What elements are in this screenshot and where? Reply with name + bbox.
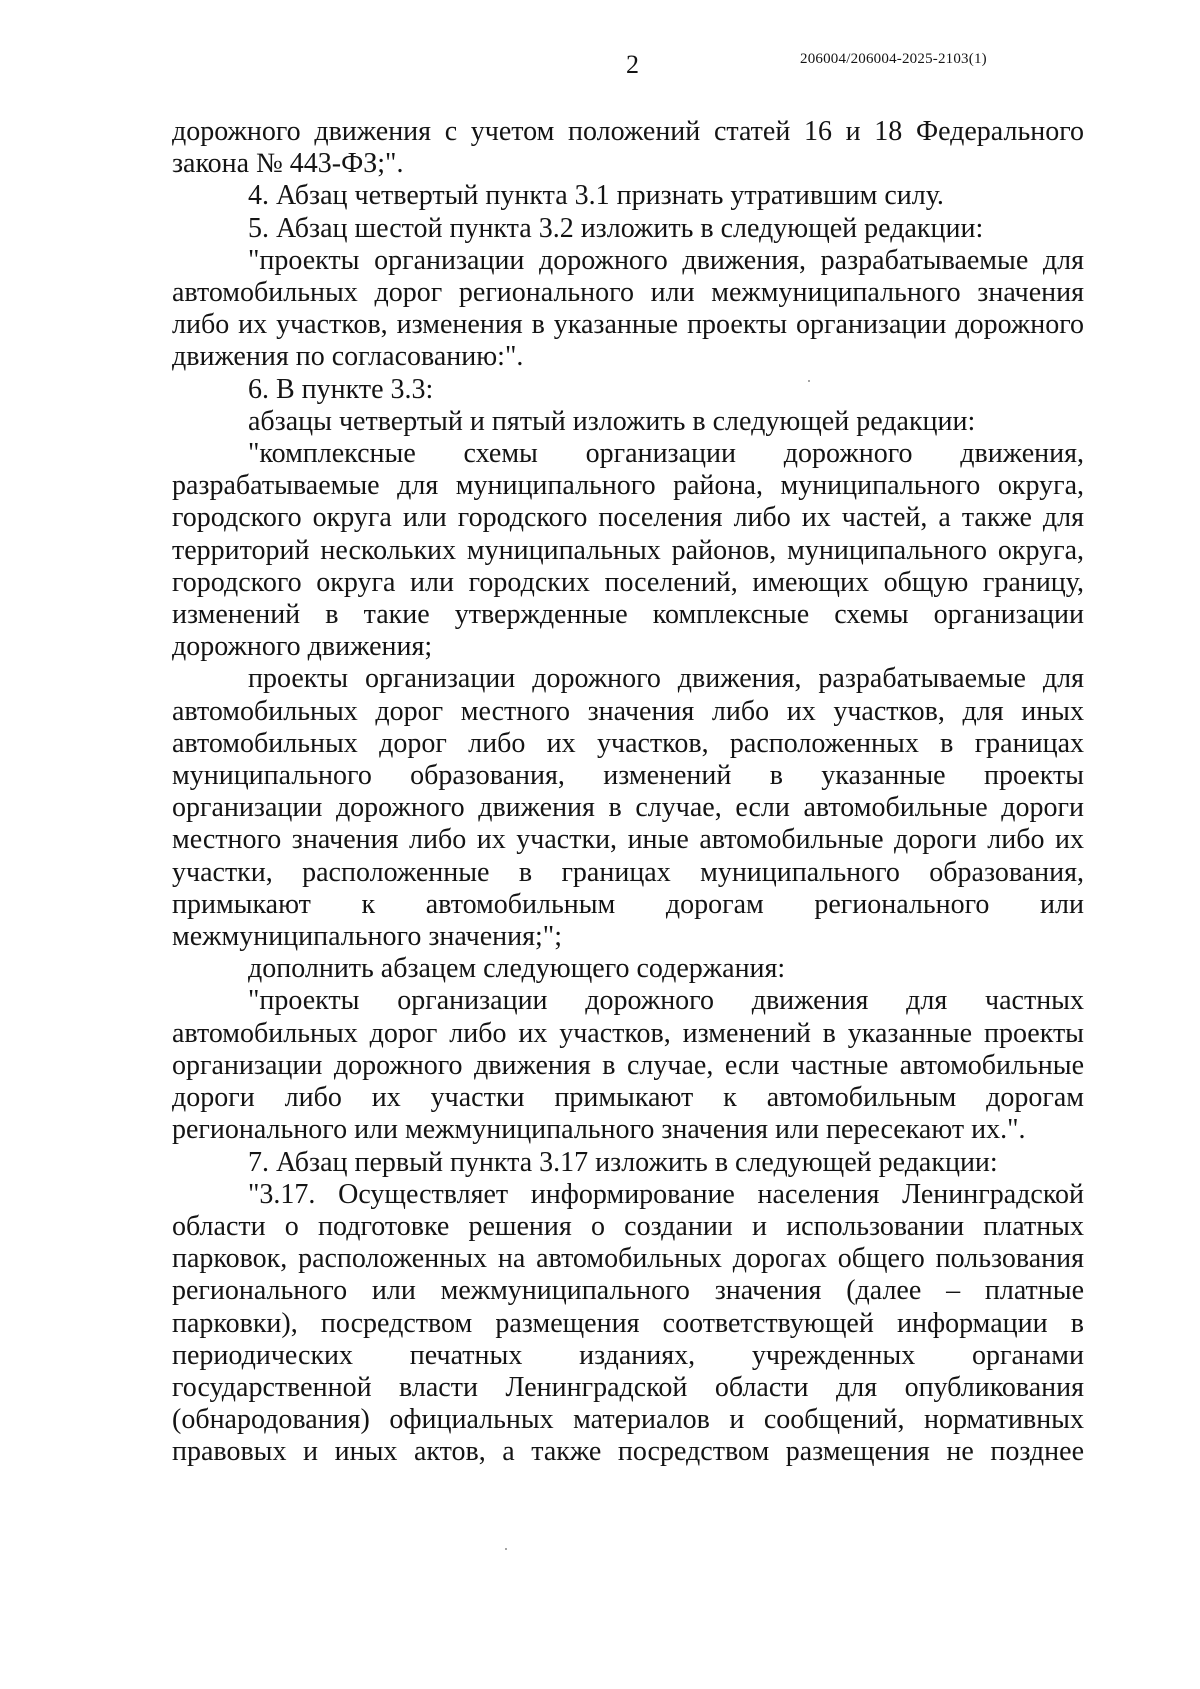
paragraph-item-6: 6. В пункте 3.3: (248, 373, 434, 405)
paragraph-item-5: 5. Абзац шестой пункта 3.2 изложить в следующей редакции: (248, 212, 984, 244)
paragraph-projects-local: проекты организации дорожного движения, разрабатываемые для автомобильных дорог местного значения либо их участков, для иных автомобильных дорог либо их участков, расположенных в границах муниципального образования, изменений в указанные проекты организации дорожного движения в случае, если автомобильные дороги местного значения либо их участки, иные автомобильные дороги либо их участки, расположенные в границах муниципального образования, примыкают к автомобильным дорогам регионального или межмуниципального значения;"; (172, 663, 1084, 953)
paragraph-continuation: дорожного движения с учетом положений статей 16 и 18 Федерального закона № 443-ФЗ;". (172, 116, 1084, 180)
paragraph-item-7: 7. Абзац первый пункта 3.17 изложить в следующей редакции: (248, 1146, 998, 1178)
scan-speck (505, 1548, 507, 1550)
paragraph-quote-3-17: "3.17. Осуществляет информирование населения Ленинградской области о подготовке решения о создании и использовании платных парковок, расположенных на автомобильных дорогах общего пользования регионального или межмуниципального значения (далее – платные парковки), посредством размещения соответствующей информации в периодических печатных изданиях, учрежденных органами государственной власти Ленинградской области для опубликования (обнародования) официальных материалов и сообщений, нормативных правовых и иных актов, а также посредством размещения не позднее (172, 1178, 1084, 1468)
paragraph-quote-private-roads: "проекты организации дорожного движения для частных автомобильных дорог либо их участков, изменений в указанные проекты организации дорожного движения в случае, если частные автомобильные дороги либо их участки примыкают к автомобильным дорогам регионального или межмуниципального значения или пересекают их.". (172, 985, 1084, 1146)
paragraph-quote-projects-regional: "проекты организации дорожного движения, разрабатываемые для автомобильных дорог регионального или межмуниципального значения либо их участков, изменения в указанные проекты организации дорожного движения по согласованию:". (172, 244, 1084, 373)
paragraph-item-4: 4. Абзац четвертый пункта 3.1 признать утратившим силу. (248, 180, 944, 212)
paragraph-supplement-intro: дополнить абзацем следующего содержания: (248, 953, 786, 985)
paragraph-quote-complex-schemes: "комплексные схемы организации дорожного движения, разрабатываемые для муниципального района, муниципального округа, городского округа или городского поселения либо их частей, а также для территорий нескольких муниципальных районов, муниципального округа, городского округа или городских поселений, имеющих общую границу, изменений в такие утвержденные комплексные схемы организации дорожного движения; (172, 438, 1084, 663)
page-number: 2 (626, 50, 639, 79)
scan-speck (808, 380, 810, 382)
document-id: 206004/206004-2025-2103(1) (800, 51, 987, 67)
paragraph-item-6-intro: абзацы четвертый и пятый изложить в следующей редакции: (248, 405, 976, 437)
document-body (172, 116, 1084, 1469)
